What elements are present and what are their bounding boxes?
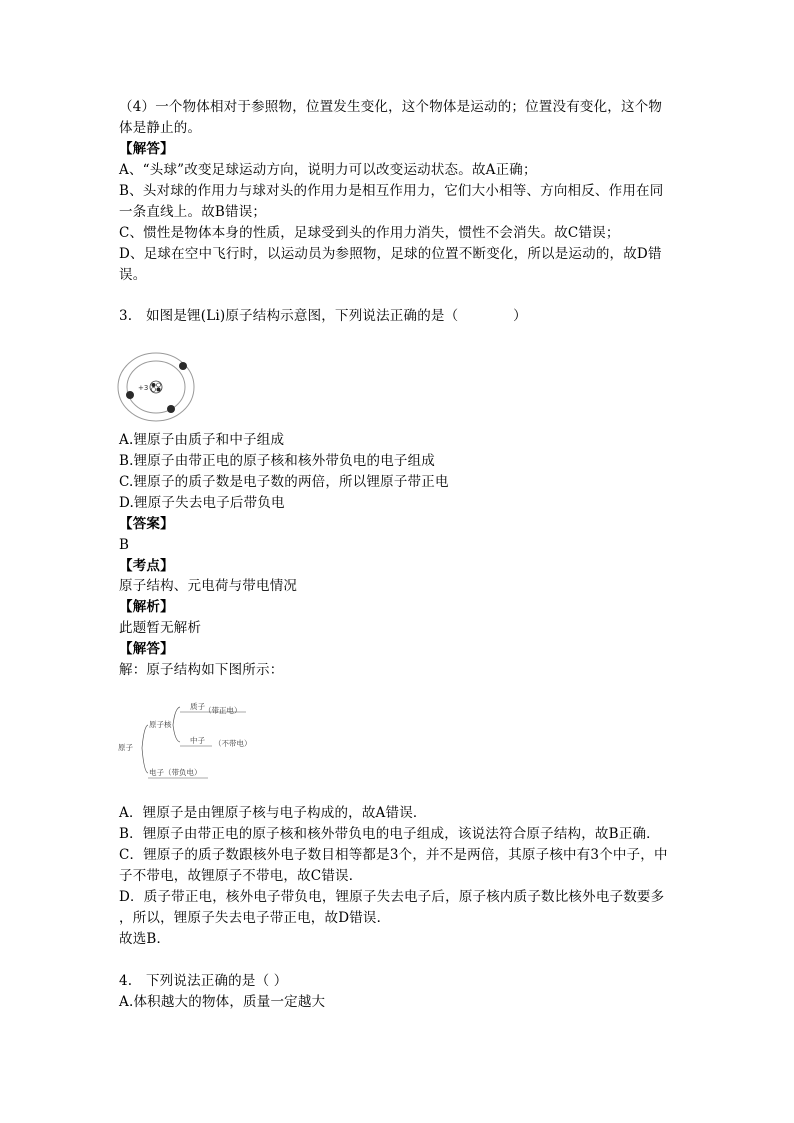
text-line: C、惯性是物体本身的性质，足球受到头的作用力消失，惯性不会消失。故C错误； [119, 225, 620, 241]
text-line: 误。 [119, 267, 147, 283]
section-heading: 【解析】 [119, 599, 174, 615]
analysis-text: 此题暂无解析 [119, 620, 202, 636]
tree-neutron: 中子 [190, 736, 205, 745]
electron-dot [179, 362, 187, 370]
text-line: D、足球在空中飞行时，以运动员为参照物，足球的位置不断变化，所以是运动的，故D错 [119, 246, 662, 262]
text-line: 体是静止的。 [119, 120, 202, 136]
text-line: 解：原子结构如下图所示： [119, 662, 284, 678]
section-heading: 【解答】 [119, 641, 174, 657]
explanation-d: D．质子带正电，核外电子带负电，锂原子失去电子后，原子核内质子数比核外电子数要多 [119, 889, 665, 905]
option-d: D.锂原子失去电子后带负电 [119, 495, 285, 511]
final-choice: 故选B． [119, 931, 171, 947]
text-line: B、头对球的作用力与球对头的作用力是相互作用力，它们大小相等、方向相反、作用在同 [119, 183, 664, 199]
explanation-b: B．锂原子由带正电的原子核和核外带负电的电子组成，该说法符合原子结构，故B正确． [119, 826, 660, 842]
answer-value: B [119, 537, 130, 553]
section-heading: 【考点】 [119, 558, 174, 574]
nucleus-charge-label: +3 [138, 384, 149, 392]
lithium-atom-diagram [116, 350, 198, 426]
electron-dot [126, 391, 134, 399]
tree-proton: 质子 [190, 702, 205, 711]
nucleus [150, 381, 162, 393]
tree-nucleus: 原子核 [149, 720, 172, 729]
tree-proton-note: （带正电） [204, 706, 242, 715]
question-4-option-a: A.体积越大的物体，质量一定越大 [119, 994, 326, 1010]
option-c: C.锂原子的质子数是电子数的两倍，所以锂原子带正电 [119, 474, 449, 490]
text-line: （4）一个物体相对于参照物，位置发生变化，这个物体是运动的；位置没有变化，这个物 [119, 99, 663, 115]
question-4-stem: 4. 下列说法正确的是（ ） [119, 973, 288, 989]
tree-neutron-note: （不带电） [214, 739, 252, 748]
text-line: A、“头球”改变足球运动方向，说明力可以改变运动状态。故A正确； [119, 162, 537, 178]
option-a: A.锂原子由质子和中子组成 [119, 432, 285, 448]
section-heading: 【答案】 [119, 516, 174, 532]
atom-structure-tree [116, 698, 276, 784]
explanation-c-cont: 子不带电，故锂原子不带电，故C错误． [119, 868, 363, 884]
section-heading: 【解答】 [119, 141, 174, 157]
tree-root-atom: 原子 [118, 743, 133, 752]
text-line: 一条直线上。故B错误； [119, 204, 267, 220]
option-b: B.锂原子由带正电的原子核和核外带负电的电子组成 [119, 453, 436, 469]
tree-electron: 电子（带负电） [149, 768, 202, 777]
electron-dot [167, 405, 175, 413]
explanation-d-cont: ，所以，锂原子失去电子带正电，故D错误． [119, 910, 391, 926]
explanation-c: C．锂原子的质子数跟核外电子数目相等都是3个，并不是两倍，其原子核中有3个中子，中 [119, 847, 668, 863]
topic-text: 原子结构、元电荷与带电情况 [119, 578, 298, 594]
question-3-stem: 3. 如图是锂(Li)原子结构示意图，下列说法正确的是（ ） [119, 308, 527, 324]
explanation-a: A．锂原子是由锂原子核与电子构成的，故A错误． [119, 805, 427, 821]
